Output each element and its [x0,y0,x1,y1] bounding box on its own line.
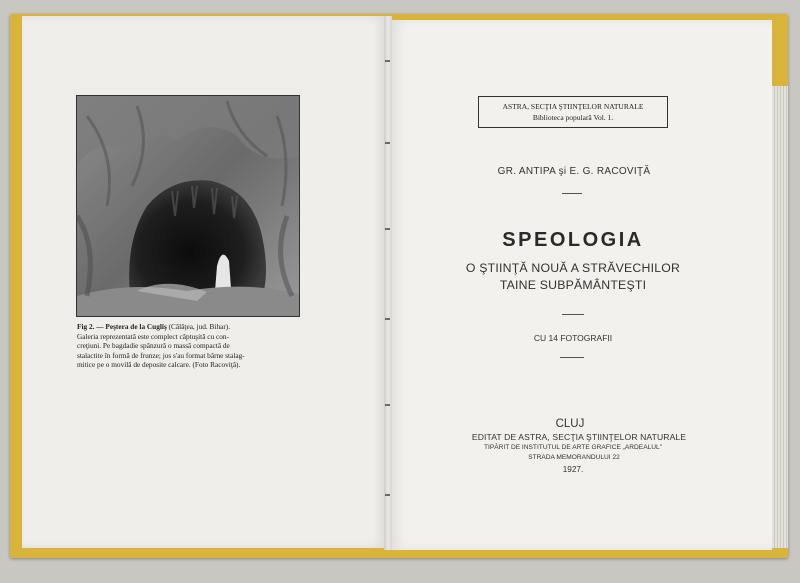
divider [560,357,584,358]
caption-label: Fig 2. — Peştera de la Cugliş [77,322,167,331]
divider [562,314,584,315]
binding-stitch [385,318,390,320]
series-name: ASTRA, SECŢIA ŞTIINŢELOR NATURALE [502,102,644,111]
binding-stitch [385,228,390,230]
figure-caption [77,322,303,370]
series-box [478,96,668,128]
publication-city: CLUJ [555,418,585,430]
binding-stitch [385,142,390,144]
binding-stitch [385,60,390,62]
book-gutter [384,16,392,550]
binding-stitch [385,494,390,496]
publication-year: 1927. [562,465,584,474]
publisher: EDITAT DE ASTRA, SECŢIA ŞTIINŢELOR NATURALE [471,432,687,442]
caption-line: stalactite în formă de frunze; jos s'au format bârne stalag- [77,350,245,360]
subtitle-line: TAINE SUBPĂMÂNTEŞTI [499,278,647,292]
caption-line: creţiuni. Pe bagdadie spânzură o massă compactă de [77,341,230,351]
caption-location: (Călăţea, jud. Bihar). [166,322,231,331]
subtitle-line: O ŞTIINŢĂ NOUĂ A STRĂVECHILOR [465,261,681,275]
caption-line: Galeria reprezentată este complect căptuşită cu con- [77,331,229,341]
divider [562,193,582,194]
printer-address: STRADA MEMORANDULUI 22 [528,454,620,461]
book-subtitle [446,260,700,294]
authors: GR. ANTIPA şi E. G. RACOVIŢĂ [497,166,651,177]
binding-stitch [385,404,390,406]
printer: TIPĂRIT DE INSTITUTUL DE ARTE GRAFICE „ARDEALUL" [483,444,663,451]
photos-note: CU 14 FOTOGRAFII [533,333,613,343]
series-volume: Biblioteca populară Vol. 1. [532,113,614,122]
caption-line: mitice pe o movilă de deposite calcare. (Foto Racoviţă). [77,360,241,370]
page-edges [772,86,788,548]
cave-photo-icon [76,95,300,317]
book-title: SPEOLOGIA [502,229,644,251]
